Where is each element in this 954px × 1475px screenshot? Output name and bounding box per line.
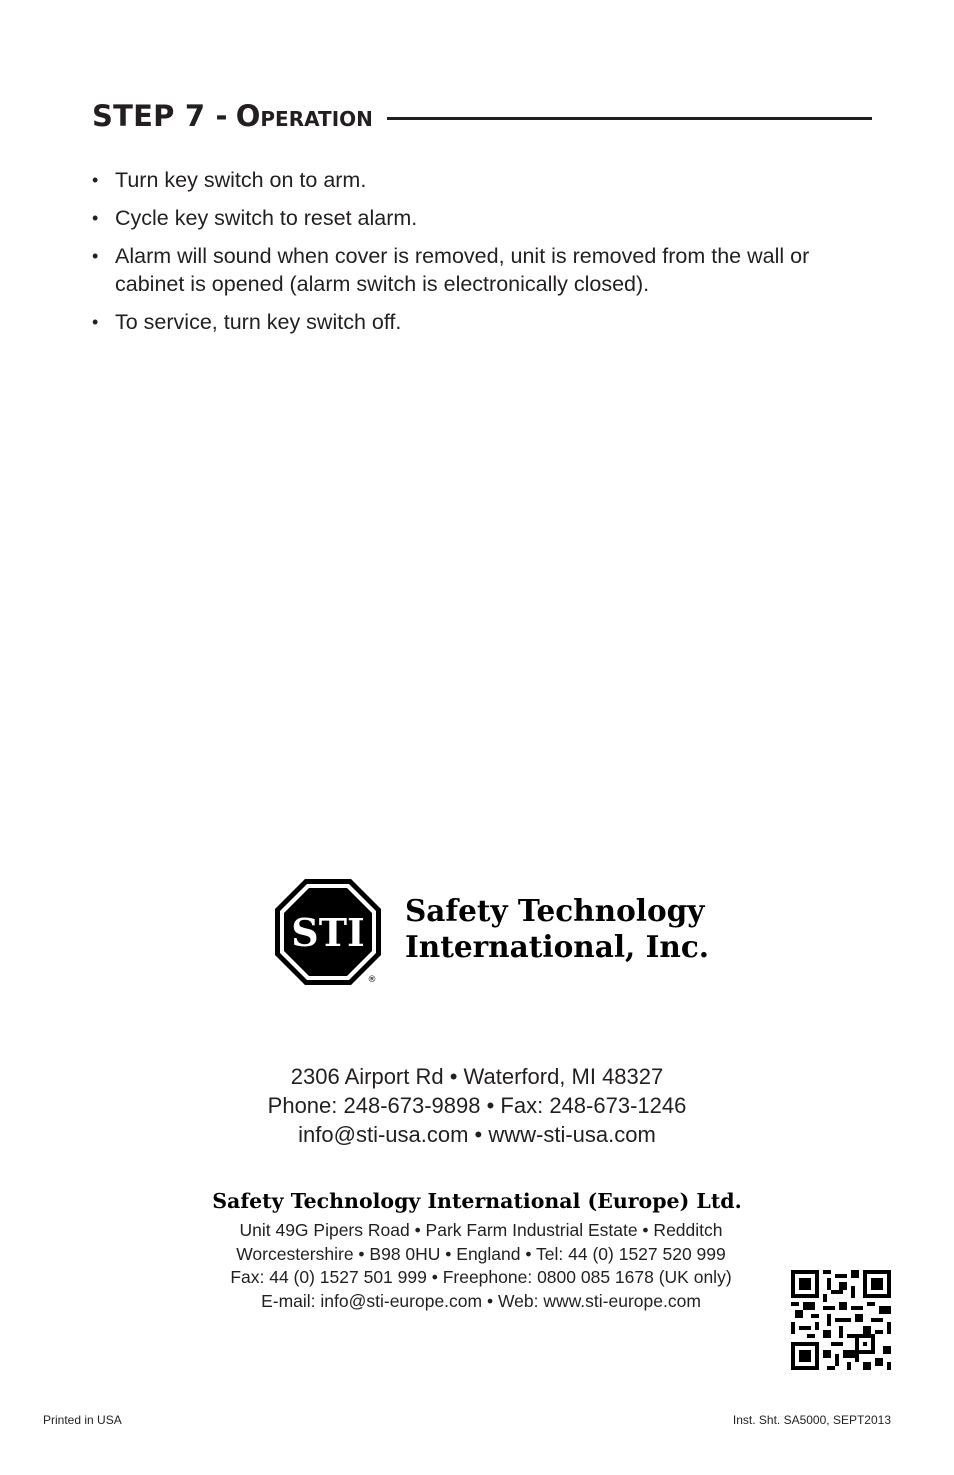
bullet-icon: • xyxy=(92,312,99,332)
list-item: • Alarm will sound when cover is removed, unit is removed from the wall or cabinet is opened (alarm switch is electronically closed). xyxy=(92,244,810,296)
section-title: Operation xyxy=(235,99,373,133)
phone-fax: Phone: 248-673-9898 • Fax: 248-673-1246 xyxy=(267,1093,687,1118)
registered-mark: ® xyxy=(367,975,377,985)
list-item: • To service, turn key switch off. xyxy=(92,310,402,334)
email-web: info@sti-usa.com • www-sti-usa.com xyxy=(298,1122,656,1147)
us-contact-block xyxy=(0,1062,954,1149)
logo-letters: STI xyxy=(291,910,365,955)
europe-contact-block: Unit 49G Pipers Road • Park Farm Industrial Estate • Redditch Worcestershire • B98 0HU • England • Tel: 44 (0) 1527 520 999 Fax: 44 (0) 1527 501 999 • Freephone: 0800 085 1678 (UK only) E-mail: info@sti-europe.com • Web: www.sti-europe.com xyxy=(230,1220,732,1311)
step-number: STEP 7 - xyxy=(92,99,228,133)
bullet-icon: • xyxy=(92,208,99,228)
document-id: Inst. Sht. SA5000, SEPT2013 xyxy=(732,1413,891,1427)
list-item: • Turn key switch on to arm. xyxy=(92,168,367,192)
sti-octagon-logo xyxy=(272,876,384,988)
heading-rule xyxy=(387,117,872,120)
list-item: • Cycle key switch to reset alarm. xyxy=(92,206,418,230)
europe-company-title: Safety Technology International (Europe) Ltd. xyxy=(212,1189,742,1213)
section-heading xyxy=(92,96,872,136)
print-location: Printed in USA xyxy=(43,1413,122,1427)
instruction-list xyxy=(92,166,882,346)
bullet-icon: • xyxy=(92,246,99,266)
qr-code-icon xyxy=(791,1270,891,1370)
bullet-icon: • xyxy=(92,170,99,190)
company-name: Safety Technology International, Inc. xyxy=(405,893,710,964)
address: 2306 Airport Rd • Waterford, MI 48327 xyxy=(290,1064,664,1089)
